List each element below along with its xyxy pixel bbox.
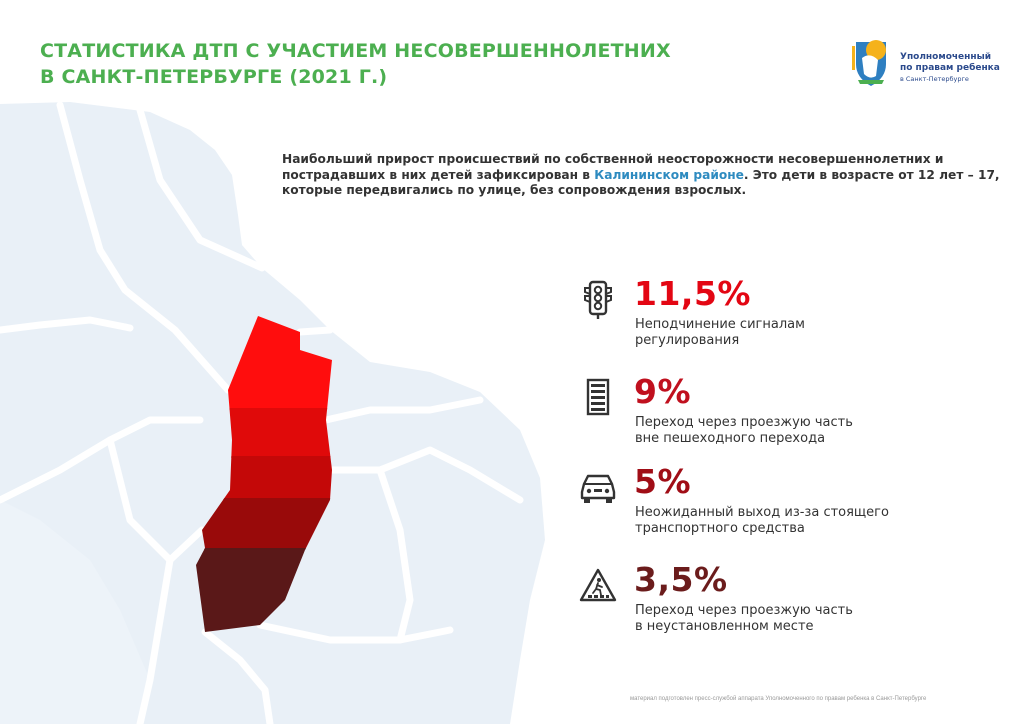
stat-item-unmarked <box>578 560 998 646</box>
pedestrian-sign-icon <box>578 566 618 606</box>
stat-label <box>635 603 995 635</box>
stat-item-vehicle <box>578 462 998 548</box>
traffic-light-icon <box>578 280 618 320</box>
logo-text <box>900 52 1010 84</box>
title-line-2: В САНКТ-ПЕТЕРБУРГЕ (2021 Г.) <box>40 66 388 88</box>
footer-credit: материал подготовлен пресс-службой аппарата Уполномоченного по правам ребенка в Санкт-Петербурге <box>630 696 927 702</box>
stat-label-line: Неожиданный выход из-за стоящего <box>635 505 889 520</box>
stat-label-line: Переход через проезжую часть <box>635 603 853 618</box>
ombudsman-logo <box>848 36 1008 92</box>
intro-text-2: . Это дети в возрасте от 12 лет – 17, которые передвигались по улице, без сопровождения взрослых. <box>282 167 1000 197</box>
car-icon <box>578 468 618 508</box>
stat-item-signals <box>578 274 998 360</box>
intro-text-1: Наибольший прирост происшествий по собственной неосторожности несовершеннолетних и пострадавших в них детей зафиксирован в <box>282 152 944 182</box>
stat-item-crossing <box>578 372 998 458</box>
stat-label <box>635 415 995 447</box>
stat-value: 9% <box>634 372 692 411</box>
page-title <box>40 38 671 90</box>
district-highlight: Калининском районе <box>594 167 744 182</box>
title-line-1: СТАТИСТИКА ДТП С УЧАСТИЕМ НЕСОВЕРШЕННОЛЕТНИХ <box>40 40 671 62</box>
shield-emblem-icon <box>848 36 894 88</box>
logo-line-2: по правам ребенка <box>900 63 1000 73</box>
stat-label-line: Переход через проезжую часть <box>635 415 853 430</box>
crosswalk-icon <box>578 378 618 418</box>
logo-line-3: в Санкт-Петербурге <box>900 75 969 83</box>
stat-label <box>635 317 995 349</box>
stat-label-line: Неподчинение сигналам <box>635 317 805 332</box>
stat-label-line: в неустановленном месте <box>635 619 814 634</box>
stat-value: 5% <box>634 462 692 501</box>
stat-label-line: регулирования <box>635 333 740 348</box>
stat-label-line: транспортного средства <box>635 521 805 536</box>
stat-label <box>635 505 995 537</box>
logo-line-1: Уполномоченный <box>900 52 992 62</box>
intro-paragraph <box>282 152 1002 199</box>
stat-value: 3,5% <box>634 560 728 599</box>
stat-label-line: вне пешеходного перехода <box>635 431 826 446</box>
stat-value: 11,5% <box>634 274 751 313</box>
